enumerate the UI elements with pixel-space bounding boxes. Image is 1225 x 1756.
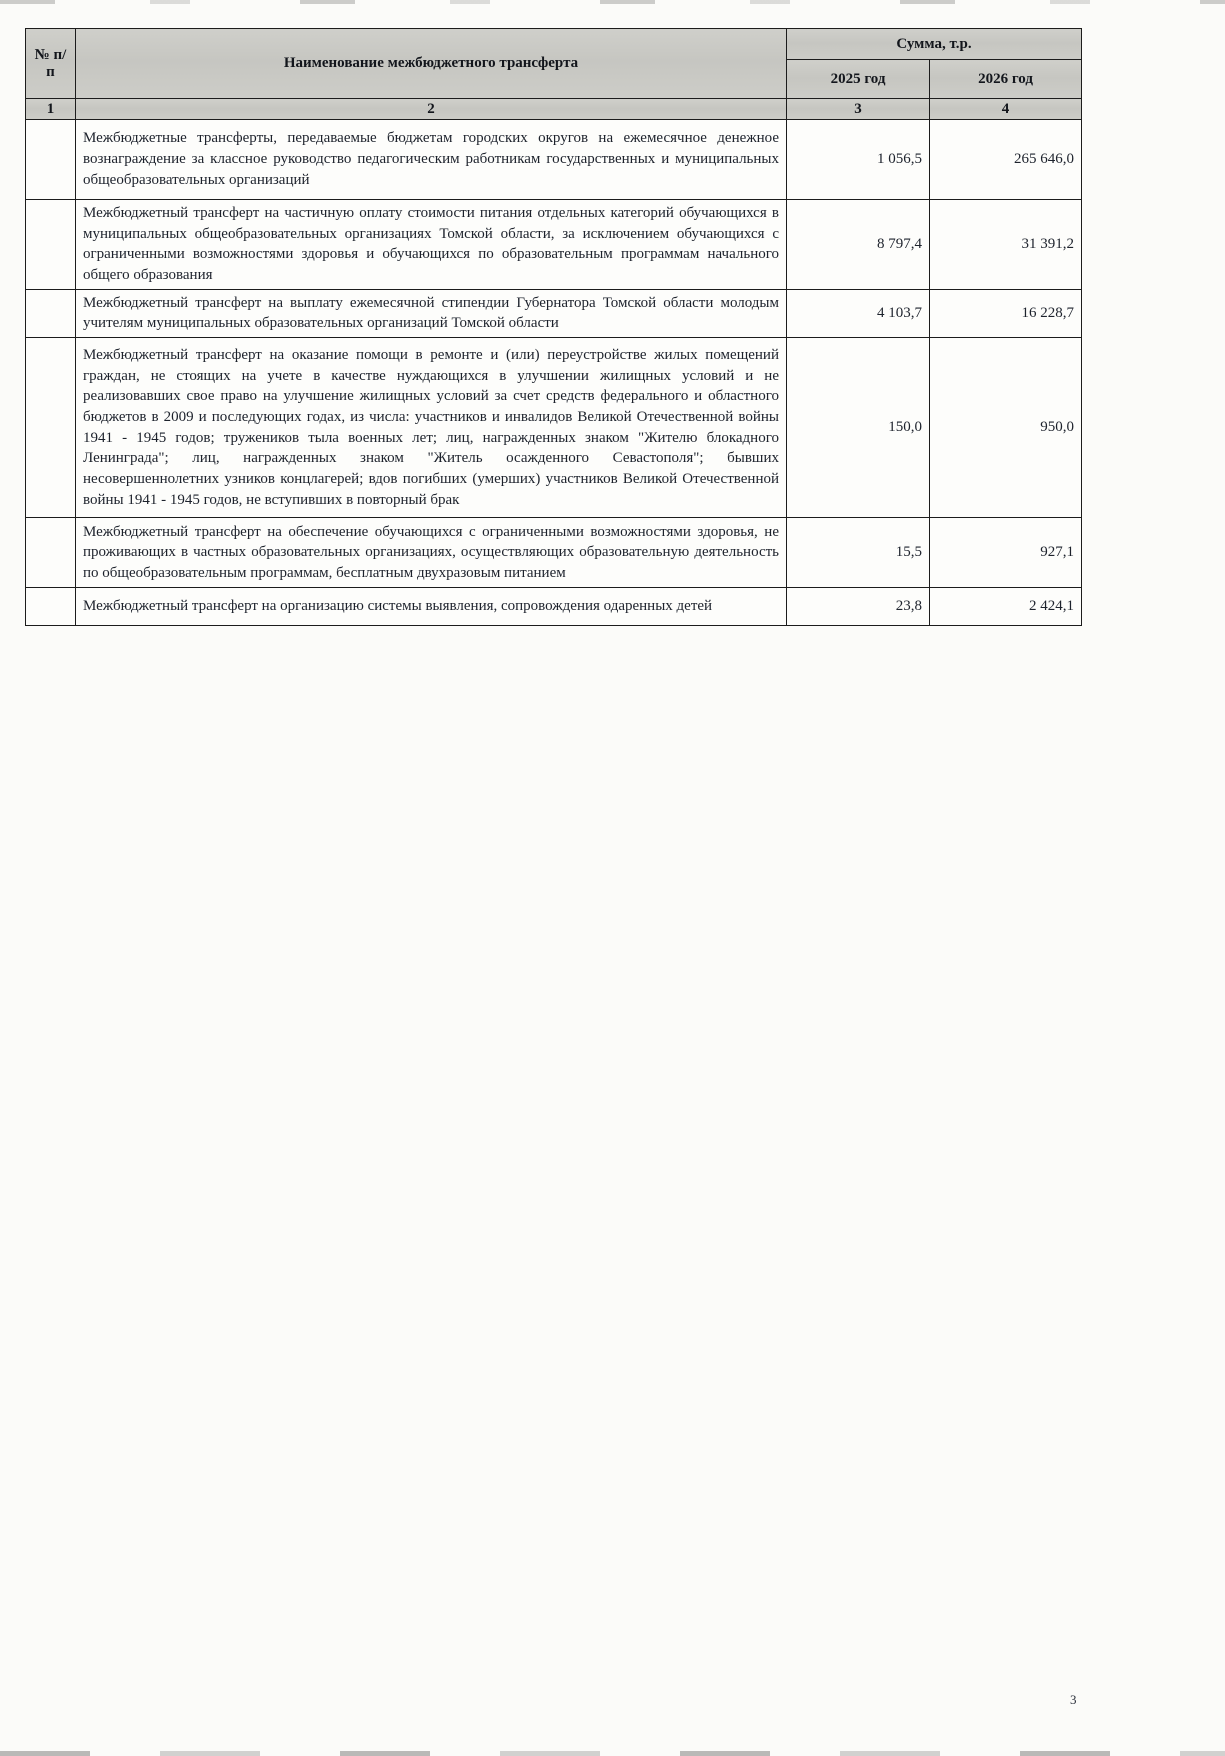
table-row bbox=[26, 338, 1082, 518]
amount-2026-cell: 2 424,1 bbox=[930, 588, 1082, 626]
header-row-group bbox=[26, 29, 1082, 60]
header-col-num: № п/п bbox=[26, 29, 76, 99]
scan-artifact-bottom bbox=[0, 1751, 1225, 1756]
page-number: 3 bbox=[1070, 1692, 1077, 1707]
amount-2025-cell: 8 797,4 bbox=[787, 200, 930, 290]
transfer-name-cell: Межбюджетный трансферт на частичную оплату стоимости питания отдельных категорий обучающихся в муниципальных общеобразовательных организациях Томской области, за исключением обучающихся с ограниченными возможностями здоровья и обучающихся по образовательным программам начального общего образования bbox=[76, 200, 787, 290]
row-number-cell bbox=[26, 518, 76, 588]
amount-2025-cell: 15,5 bbox=[787, 518, 930, 588]
header-col-name: Наименование межбюджетного трансферта bbox=[76, 29, 787, 99]
transfer-name-cell: Межбюджетный трансферт на организацию системы выявления, сопровождения одаренных детей bbox=[76, 588, 787, 626]
amount-2025-cell: 4 103,7 bbox=[787, 289, 930, 337]
amount-2026-cell: 950,0 bbox=[930, 338, 1082, 518]
amount-2026-cell: 265 646,0 bbox=[930, 120, 1082, 200]
header-row-column-numbers bbox=[26, 99, 1082, 120]
table-row bbox=[26, 120, 1082, 200]
amount-2026-cell: 31 391,2 bbox=[930, 200, 1082, 290]
transfer-name-cell: Межбюджетный трансферт на обеспечение обучающихся с ограниченными возможностями здоровья, не проживающих в частных образовательных организациях, осуществляющих образовательную деятельность по общеобразовательным программам, бесплатным двухразовым питанием bbox=[76, 518, 787, 588]
column-number-4: 4 bbox=[930, 99, 1082, 120]
row-number-cell bbox=[26, 120, 76, 200]
row-number-cell bbox=[26, 588, 76, 626]
column-number-3: 3 bbox=[787, 99, 930, 120]
amount-2025-cell: 150,0 bbox=[787, 338, 930, 518]
table-row bbox=[26, 200, 1082, 290]
transfer-name-cell: Межбюджетный трансферт на выплату ежемесячной стипендии Губернатора Томской области молодым учителям муниципальных образовательных организаций Томской области bbox=[76, 289, 787, 337]
amount-2026-cell: 927,1 bbox=[930, 518, 1082, 588]
scan-artifact-top bbox=[0, 0, 1225, 4]
table-row bbox=[26, 518, 1082, 588]
transfer-name-cell: Межбюджетные трансферты, передаваемые бюджетам городских округов на ежемесячное денежное вознаграждение за классное руководство педагогическим работникам государственных и муниципальных общеобразовательных организаций bbox=[76, 120, 787, 200]
row-number-cell bbox=[26, 338, 76, 518]
header-year-2025: 2025 год bbox=[787, 60, 930, 99]
column-number-2: 2 bbox=[76, 99, 787, 120]
transfer-name-cell: Межбюджетный трансферт на оказание помощи в ремонте и (или) переустройстве жилых помещений граждан, не стоящих на учете в качестве нуждающихся в улучшении жилищных условий и не реализовавших свое право на улучшение жилищных условий за счет средств федерального и областного бюджетов в 2009 и последующих годах, из числа: участников и инвалидов Великой Отечественной войны 1941 - 1945 годов; тружеников тыла военных лет; лиц, награжденных знаком "Жителю блокадного Ленинграда"; лиц, награжденных знаком "Житель осажденного Севастополя"; бывших несовершеннолетних узников концлагерей; вдов погибших (умерших) участников Великой Отечественной войны 1941 - 1945 годов, не вступивших в повторный брак bbox=[76, 338, 787, 518]
row-number-cell bbox=[26, 289, 76, 337]
header-sum-group: Сумма, т.р. bbox=[787, 29, 1082, 60]
column-number-1: 1 bbox=[26, 99, 76, 120]
transfers-table bbox=[25, 28, 1082, 626]
table-row bbox=[26, 289, 1082, 337]
row-number-cell bbox=[26, 200, 76, 290]
amount-2025-cell: 1 056,5 bbox=[787, 120, 930, 200]
amount-2026-cell: 16 228,7 bbox=[930, 289, 1082, 337]
header-year-2026: 2026 год bbox=[930, 60, 1082, 99]
table-row bbox=[26, 588, 1082, 626]
amount-2025-cell: 23,8 bbox=[787, 588, 930, 626]
